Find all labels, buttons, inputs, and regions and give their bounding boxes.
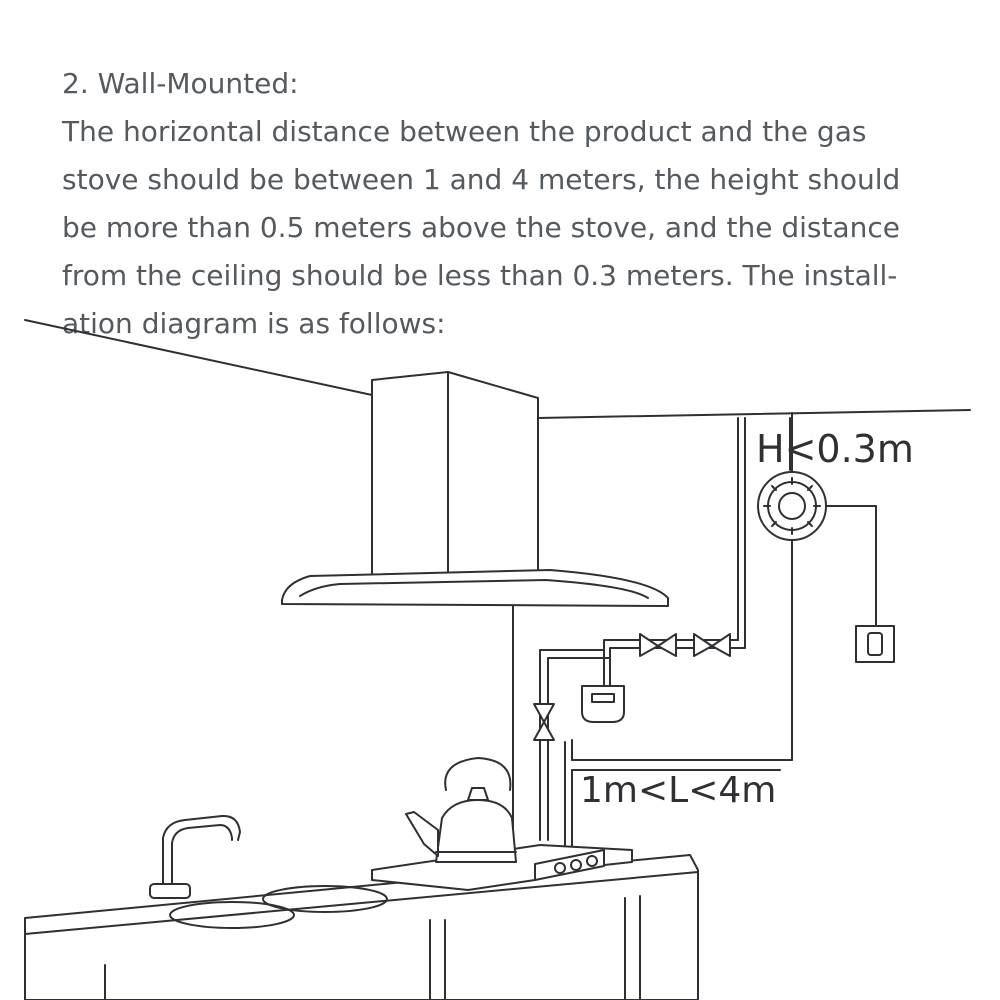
gas-detector xyxy=(758,472,826,540)
distance-dimension xyxy=(565,742,780,852)
faucet-icon xyxy=(150,816,240,898)
instruction-line: The horizontal distance between the product and the gas xyxy=(62,115,867,148)
gas-meter-icon xyxy=(582,686,624,722)
height-dimension xyxy=(738,418,914,648)
instruction-line: ation diagram is as follows: xyxy=(62,307,446,340)
power-outlet-icon xyxy=(856,626,894,662)
height-label: H<0.3m xyxy=(756,427,914,471)
instruction-line: be more than 0.5 meters above the stove, and the distance xyxy=(62,211,900,244)
distance-label: 1m<L<4m xyxy=(580,770,777,811)
section-heading: 2. Wall-Mounted: xyxy=(62,67,299,100)
range-hood xyxy=(282,372,668,606)
detector-cable xyxy=(826,506,876,626)
instruction-line: stove should be between 1 and 4 meters, the height should xyxy=(62,163,901,196)
kitchen-counter xyxy=(25,855,698,1000)
instruction-line: from the ceiling should be less than 0.3 meters. The install- xyxy=(62,259,898,292)
kettle-icon xyxy=(406,758,516,862)
